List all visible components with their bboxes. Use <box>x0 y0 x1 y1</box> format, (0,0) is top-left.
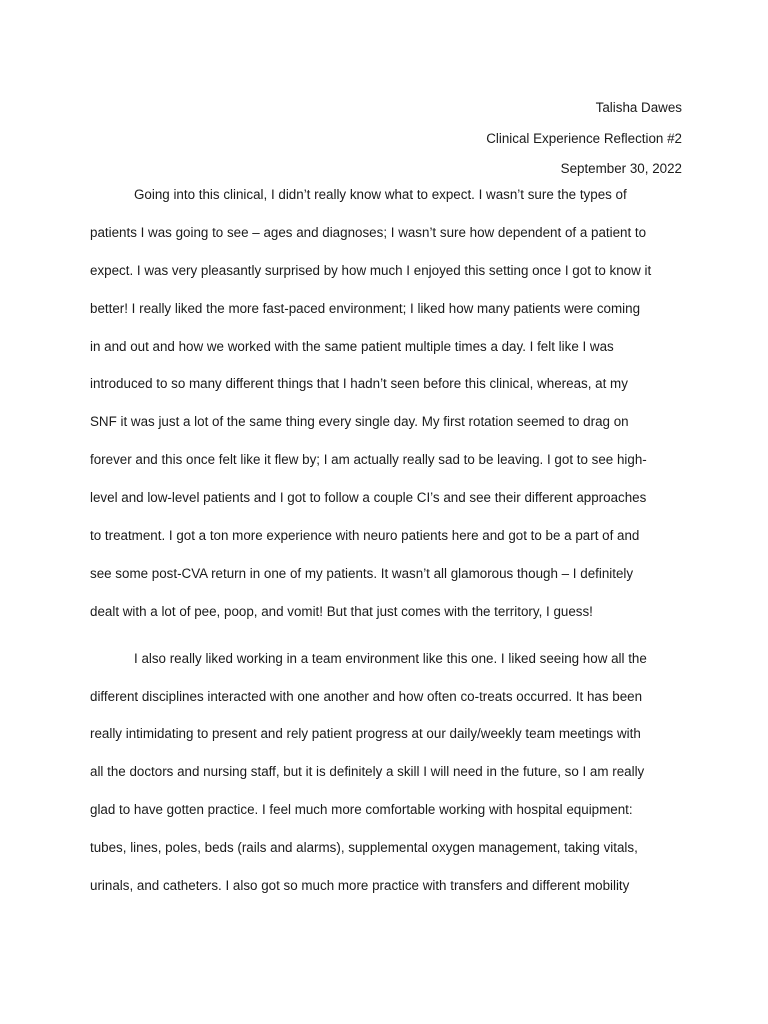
document-date: September 30, 2022 <box>560 161 682 176</box>
text-line: better! I really liked the more fast-paced environment; I liked how many patients were coming <box>90 300 641 316</box>
text-line: to treatment. I got a ton more experience with neuro patients here and got to be a part of and <box>90 528 640 544</box>
text-line: dealt with a lot of pee, poop, and vomit! But that just comes with the territory, I guess! <box>90 603 593 619</box>
text-line: tubes, lines, poles, beds (rails and alarms), supplemental oxygen management, taking vitals, <box>90 840 638 856</box>
text-line: different disciplines interacted with one another and how often co-treats occurred. It has been <box>90 688 643 704</box>
text-line: forever and this once felt like it flew by; I am actually really sad to be leaving. I got to see high- <box>90 452 647 468</box>
text-line: Going into this clinical, I didn’t really know what to expect. I wasn’t sure the types of <box>134 187 627 202</box>
paragraph-1 <box>90 180 682 635</box>
text-line: see some post-CVA return in one of my patients. It wasn’t all glamorous though – I definitely <box>90 565 634 581</box>
text-line: level and low-level patients and I got to follow a couple CI’s and see their different approaches <box>90 490 647 506</box>
author-name: Talisha Dawes <box>595 100 682 115</box>
text-line: urinals, and catheters. I also got so much more practice with transfers and different mobility <box>90 878 630 894</box>
text-line: expect. I was very pleasantly surprised by how much I enjoyed this setting once I got to know it <box>90 262 652 278</box>
text-line: SNF it was just a lot of the same thing every single day. My first rotation seemed to drag on <box>90 414 629 430</box>
document-body <box>90 180 682 909</box>
paragraph-2 <box>90 644 682 909</box>
document-header <box>486 93 682 185</box>
text-line: I also really liked working in a team environment like this one. I liked seeing how all the <box>134 650 647 666</box>
text-line: glad to have gotten practice. I feel much more comfortable working with hospital equipment: <box>90 802 633 818</box>
document-title: Clinical Experience Reflection #2 <box>486 130 682 146</box>
text-line: introduced to so many different things that I hadn’t seen before this clinical, whereas, at my <box>90 376 628 392</box>
text-line: really intimidating to present and rely patient progress at our daily/weekly team meetings with <box>90 726 641 742</box>
text-line: in and out and how we worked with the same patient multiple times a day. I felt like I was <box>90 338 614 354</box>
paragraph-spacer <box>90 635 682 644</box>
text-line: patients I was going to see – ages and diagnoses; I wasn’t sure how dependent of a patient to <box>90 224 647 240</box>
text-line: all the doctors and nursing staff, but it is definitely a skill I will need in the future, so I am really <box>90 764 645 780</box>
